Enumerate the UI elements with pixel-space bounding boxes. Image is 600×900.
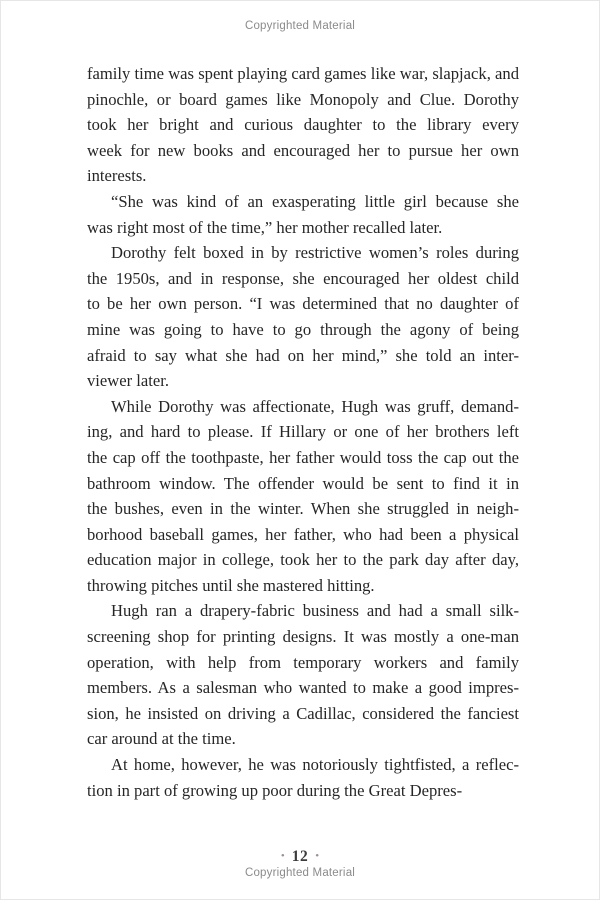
text-line: sion, he insisted on driving a Cadillac, considered the fanciest <box>87 703 519 723</box>
text-line: “She was kind of an exasperating little girl because she <box>111 191 519 211</box>
text-line: the 1950s, and in response, she encouraged her oldest child <box>87 268 519 288</box>
text-line: the bushes, even in the winter. When she struggled in neigh- <box>87 499 519 519</box>
text-line: family time was spent playing card games like war, slapjack, and <box>87 64 519 83</box>
text-line: was right most of the time,” her mother recalled later. <box>87 217 443 237</box>
text-line: members. As a salesman who wanted to make a good impres- <box>87 678 519 698</box>
text-line: interests. <box>87 166 147 186</box>
text-line: throwing pitches until she mastered hitting. <box>87 575 375 595</box>
page-number-row <box>1 848 599 866</box>
text-line: mine was going to have to go through the agony of being <box>87 319 519 339</box>
text-line: to be her own person. “I was determined that no daughter of <box>87 294 519 314</box>
text-line: bathroom window. The offender would be sent to find it in <box>87 473 519 493</box>
text-line: the cap off the toothpaste, her father would toss the cap out the <box>87 447 519 467</box>
text-line: While Dorothy was affectionate, Hugh was gruff, demand- <box>111 396 519 416</box>
text-line: car around at the time. <box>87 729 236 749</box>
text-line: afraid to say what she had on her mind,” she told an inter- <box>87 345 519 365</box>
text-line: Dorothy felt boxed in by restrictive women’s roles during <box>111 243 519 263</box>
text-line: Hugh ran a drapery-fabric business and had a small silk- <box>111 601 519 621</box>
text-line: screening shop for printing designs. It was mostly a one-man <box>87 627 519 647</box>
text-line: ing, and hard to please. If Hillary or one of her brothers left <box>87 422 519 442</box>
text-line: tion in part of growing up poor during the Great Depres- <box>87 780 463 800</box>
text-line: viewer later. <box>87 371 170 391</box>
text-line: operation, with help from temporary workers and family <box>87 652 519 672</box>
text-line: borhood baseball games, her father, who had been a physical <box>87 524 519 544</box>
text-line: pinochle, or board games like Monopoly and Clue. Dorothy <box>87 89 519 109</box>
body-text <box>87 61 519 803</box>
text-line: took her bright and curious daughter to the library every <box>87 115 519 135</box>
text-line: education major in college, took her to the park day after day, <box>87 550 519 570</box>
copyright-notice-bottom: Copyrighted Material <box>244 867 356 879</box>
page-number: 12 <box>291 848 309 865</box>
text-line: At home, however, he was notoriously tightfisted, a reflec- <box>111 755 519 775</box>
copyright-notice-top: Copyrighted Material <box>244 20 356 32</box>
page-number-left-dot: • <box>280 850 285 862</box>
text-line: week for new books and encouraged her to pursue her own <box>87 140 519 160</box>
page-number-right-dot: • <box>315 850 320 862</box>
